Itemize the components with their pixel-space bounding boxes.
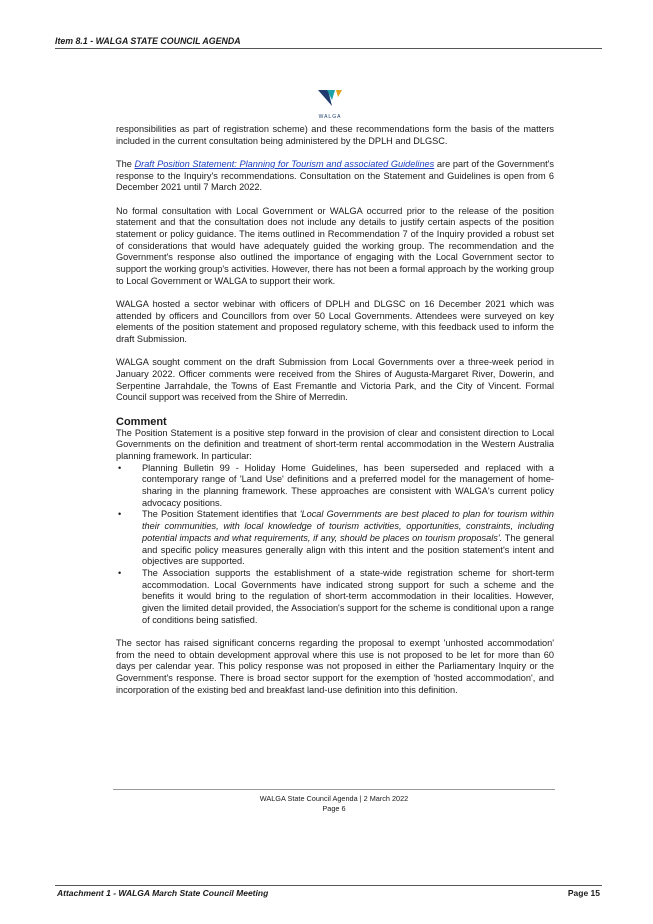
bullet-list [116, 463, 554, 627]
document-body [116, 124, 554, 708]
walga-logo-wordmark: WALGA [318, 114, 342, 120]
bottom-divider [55, 885, 602, 886]
paragraph: The Draft Position Statement: Planning for Tourism and associated Guidelines are part of the Government's response to the Inquiry's recommendations. Consultation on the Statement and Guidelines is open from 6 December 2021 until 7 March 2022. [116, 158, 554, 193]
page-footer [113, 794, 555, 813]
paragraph: WALGA sought comment on the draft Submission from Local Governments over a three-week period in January 2022. Officer comments were received from the Shires of Augusta-Margaret River, Dowerin, and Serpentine Jarrahdale, the Towns of East Fremantle and Victoria Park, and the City of Vincent. Formal Council support was received from the Shire of Merredin. [116, 357, 554, 403]
paragraph: responsibilities as part of registration scheme) and these recommendations form the basis of the matters included in the current consultation being administered by the DPLH and DLGSC. [116, 124, 554, 146]
footer-divider [113, 789, 555, 790]
list-item: • The Association supports the establishment of a state-wide registration scheme for short-term accommodation. Local Governments have indicated strong support for such a scheme and the benefits it would bring to the regulation of short-term accommodation in their localities. However, given the limited detail provided, the Association's support for the scheme is conditional upon a range of conditions being satisfied. [118, 568, 554, 625]
paragraph: WALGA hosted a sector webinar with officers of DPLH and DLGSC on 16 December 2021 which was attended by officers and Councillors from over 50 Local Governments. Attendees were surveyed on key elements of the position statement and proposed regulatory scheme, with this feedback used to inform the draft Submission. [116, 298, 554, 345]
header-divider [55, 48, 602, 49]
section-heading-comment: Comment [116, 415, 167, 428]
walga-logo-icon [318, 88, 342, 108]
page-number: Page 15 [567, 888, 600, 898]
paragraph: The Position Statement is a positive step forward in the provision of clear and consistent direction to Local Governments on the definition and treatment of short-term rental accommodation in the Western Australia planning framework. In particular: [116, 427, 554, 461]
draft-position-statement-link[interactable]: Draft Position Statement: Planning for Tourism and associated Guidelines [134, 158, 435, 169]
paragraph: The sector has raised significant concerns regarding the proposal to exempt 'unhosted accommodation' from the need to obtain development approval where this use is not proposed to be let for more than 60 days per calendar year. This policy response was not proposed in either the Parliamentary Inquiry or the Government's response. There is broad sector support for the exemption of 'hosted accommodation', and incorporation of the existing bed and breakfast land-use definition into this definition. [116, 638, 554, 695]
walga-logo [310, 88, 350, 120]
footer-agenda-line: WALGA State Council Agenda | 2 March 2022 [259, 794, 409, 803]
footer-page-number: Page 6 [322, 803, 346, 813]
list-item: • The Position Statement identifies that 'Local Governments are best placed to plan for tourism within their communities, with local knowledge of tourism activities, opportunities, constraints, including potential impacts and what requirements, if any, should be places on tourism proposals'. The general and specific policy measures generally align with this intent and the position statement's intent and objectives are supported. [118, 509, 554, 567]
attachment-label: Attachment 1 - WALGA March State Council Meeting [57, 888, 269, 898]
paragraph: No formal consultation with Local Government or WALGA occurred prior to the release of the position statement and that the consultation does not include any details to justify certain aspects of the position statement or policy guidance. The items outlined in Recommendation 7 of the Inquiry provided a robust set of considerations that would have adequately guided the working group. The recommendation and the Government's response also outlined the importance of engaging with the Local Government sector to support the working group's activities. However, there has not been a formal approach by the working group to Local Government or WALGA to support their work. [116, 205, 554, 286]
page-header: Item 8.1 - WALGA STATE COUNCIL AGENDA [55, 36, 241, 46]
list-item: • Planning Bulletin 99 - Holiday Home Guidelines, has been superseded and replaced with a contemporary range of 'Land Use' definitions and a preferred model for the management of home-sharing in the planning framework. These approaches are consistent with WALGA's current policy advocacy positions. [118, 462, 554, 508]
